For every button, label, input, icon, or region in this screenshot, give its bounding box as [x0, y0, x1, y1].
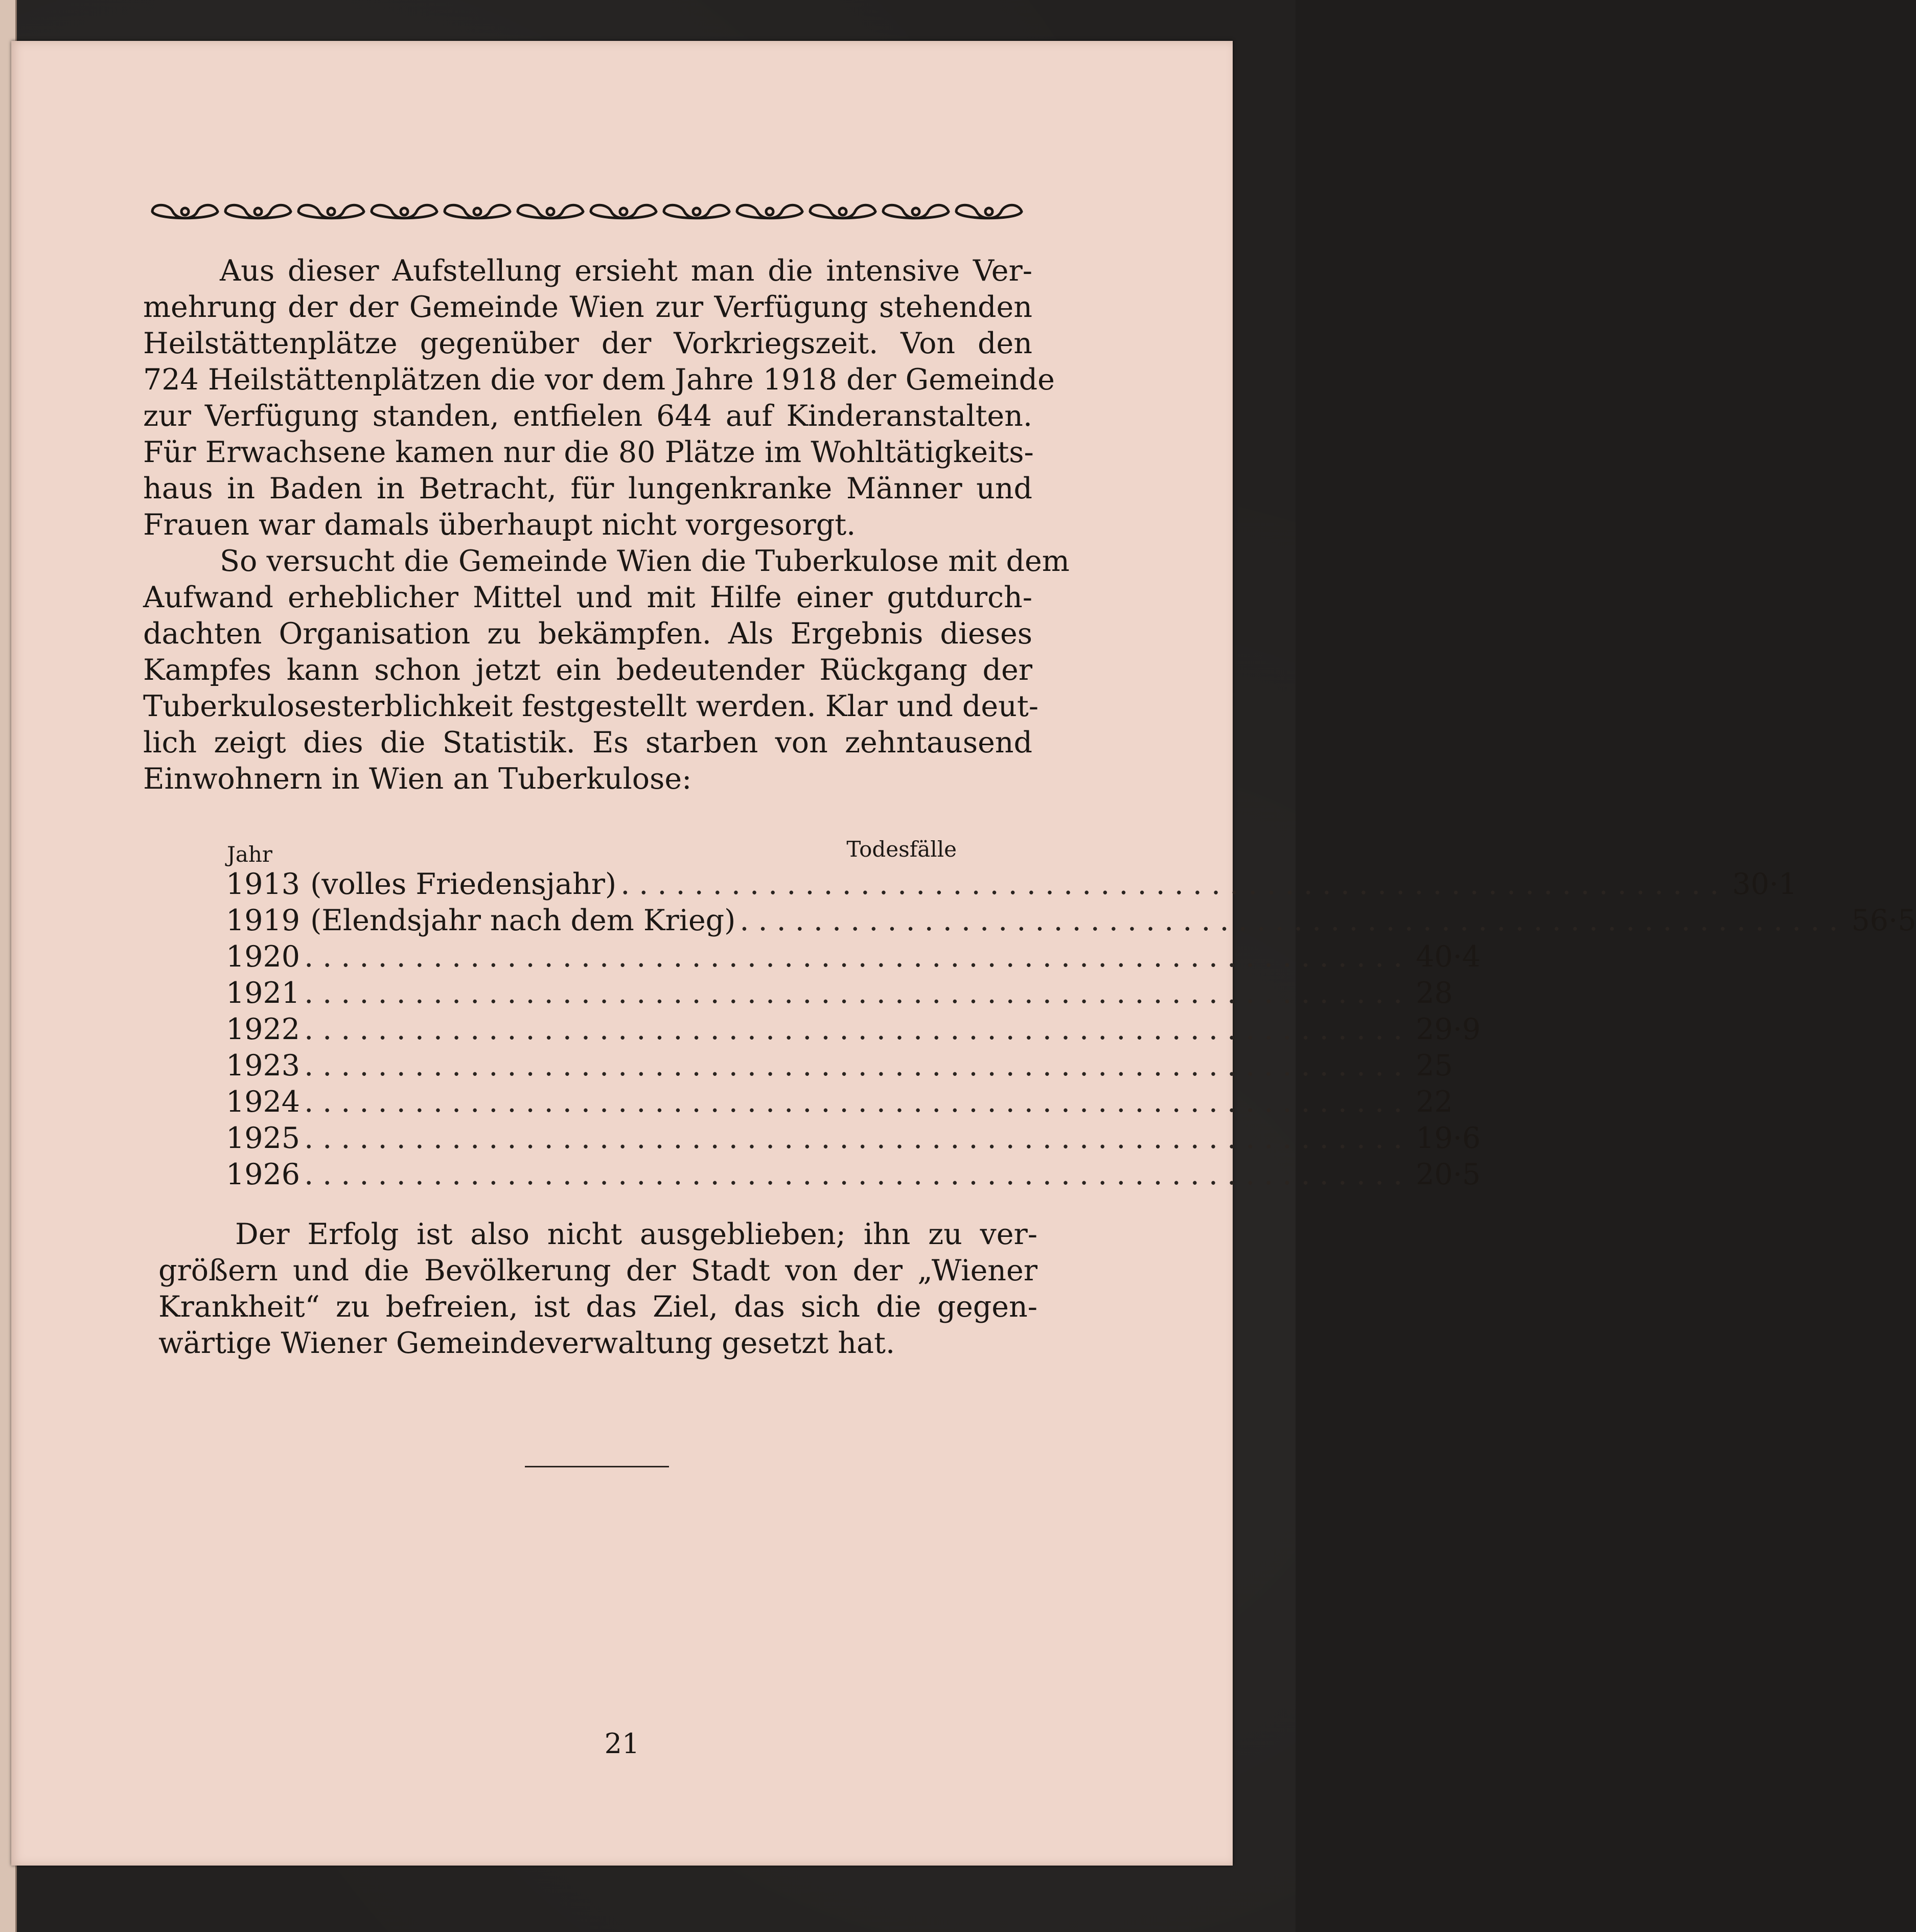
text-line: mehrung der der Gemeinde Wien zur Verfügung stehenden [143, 290, 1032, 324]
text-line: Frauen war damals überhaupt nicht vorgesorgt. [143, 508, 856, 542]
ornament-knot [255, 208, 262, 215]
ornament-knot [181, 208, 189, 215]
ornament-knot [985, 208, 992, 215]
row-label: (Elendsjahr nach dem Krieg) [310, 904, 736, 937]
ornament-knot [766, 208, 773, 215]
row-year: 1925 [226, 1121, 301, 1155]
text-line: Heilstättenplätze gegenüber der Vorkriegszeit. Von den [143, 327, 1032, 360]
table-row [226, 1084, 1453, 1120]
table-row [226, 1048, 1453, 1084]
text-line: lich zeigt dies die Statistik. Es starben von zehntausend [143, 726, 1032, 760]
text-line: Aufwand erheblicher Mittel und mit Hilfe einer gutdurch- [143, 581, 1032, 614]
row-year: 1923 [226, 1049, 301, 1083]
dot-leader: ............................................................ [740, 904, 1848, 937]
text-line: Für Erwachsene kamen nur die 80 Plätze im Wohltätigkeits- [143, 435, 1034, 469]
decorative-border-ornament [148, 201, 1027, 222]
text-line: wärtige Wiener Gemeindeverwaltung gesetzt hat. [158, 1326, 895, 1360]
text-line: dachten Organisation zu bekämpfen. Als Ergebnis dieses [143, 617, 1032, 651]
ornament-knot [474, 208, 481, 215]
dot-leader: ............................................................ [304, 940, 1412, 974]
tuberculosis-deaths-table [226, 836, 1916, 1193]
ornament-knot [328, 208, 335, 215]
text-line: So versucht die Gemeinde Wien die Tuberkulose mit dem [220, 544, 1070, 578]
text-line: zur Verfügung standen, entfielen 644 auf Kinderanstalten. [143, 399, 1032, 433]
row-value: 56·5 [1851, 904, 1916, 937]
dot-leader: ............................................................ [304, 1085, 1412, 1119]
table-row [226, 903, 1916, 939]
row-year: 1922 [226, 1013, 301, 1046]
ornament-knot [839, 208, 846, 215]
row-value: 20·5 [1416, 1158, 1481, 1191]
paragraph-3 [158, 1216, 1037, 1362]
dot-leader: ............................................................ [620, 867, 1728, 901]
header-year: Jahr [227, 842, 273, 867]
dot-leader: ............................................................ [304, 1121, 1412, 1155]
ornament-knot [912, 208, 919, 215]
text-line: 724 Heilstättenplätzen die vor dem Jahre 1918 der Gemeinde [143, 363, 1055, 397]
text-line: Einwohnern in Wien an Tuberkulose: [143, 762, 692, 796]
text-line: haus in Baden in Betracht, für lungenkranke Männer und [143, 472, 1032, 505]
header-deaths: Todesfälle [846, 837, 957, 862]
dot-leader: ............................................................ [304, 976, 1412, 1010]
paragraph-2 [143, 543, 1070, 797]
book-page [11, 41, 1916, 1866]
row-value: 30·1 [1732, 867, 1797, 901]
table-row [226, 975, 1453, 1011]
ornament-knot [693, 208, 700, 215]
row-value: 40·4 [1416, 940, 1481, 974]
closing-paragraph [158, 1216, 1037, 1362]
text-line: Aus dieser Aufstellung ersieht man die intensive Ver- [220, 254, 1032, 288]
table-row [226, 866, 1797, 903]
row-value: 25 [1416, 1049, 1453, 1083]
text-line: größern und die Bevölkerung der Stadt von der „Wiener [158, 1254, 1037, 1287]
row-year: 1920 [226, 940, 301, 974]
ornament-knot [547, 208, 554, 215]
row-value: 28 [1416, 976, 1453, 1010]
row-value: 19·6 [1416, 1121, 1481, 1155]
page-number: 21 [604, 1728, 640, 1760]
row-year: 1913 [226, 867, 301, 901]
row-year: 1919 [226, 904, 301, 937]
row-value: 29·9 [1416, 1013, 1481, 1046]
dot-leader: ............................................................ [304, 1049, 1412, 1083]
end-rule [525, 1466, 669, 1467]
row-label: (volles Friedensjahr) [310, 867, 617, 901]
row-year: 1926 [226, 1158, 301, 1191]
text-line: Kampfes kann schon jetzt ein bedeutender Rückgang der [143, 653, 1032, 687]
table-header [226, 836, 957, 866]
table-row [226, 939, 1481, 975]
text-line: Tuberkulosesterblichkeit festgestellt werden. Klar und deut- [143, 689, 1039, 723]
paragraph-1 [143, 253, 1055, 543]
table-row [226, 1120, 1481, 1157]
ornament-knot [620, 208, 627, 215]
body-text [143, 253, 1070, 797]
dot-leader: ............................................................ [304, 1158, 1412, 1191]
text-line: Krankheit“ zu befreien, ist das Ziel, das sich die gegen- [158, 1290, 1037, 1324]
table-row [226, 1011, 1481, 1048]
ornament-knot [401, 208, 408, 215]
table-row [226, 1157, 1481, 1193]
dot-leader: ............................................................ [304, 1013, 1412, 1046]
row-year: 1924 [226, 1085, 301, 1119]
row-value: 22 [1416, 1085, 1453, 1119]
row-year: 1921 [226, 976, 301, 1010]
table-body [226, 866, 1916, 1193]
text-line: Der Erfolg ist also nicht ausgeblieben; ihn zu ver- [235, 1217, 1037, 1251]
